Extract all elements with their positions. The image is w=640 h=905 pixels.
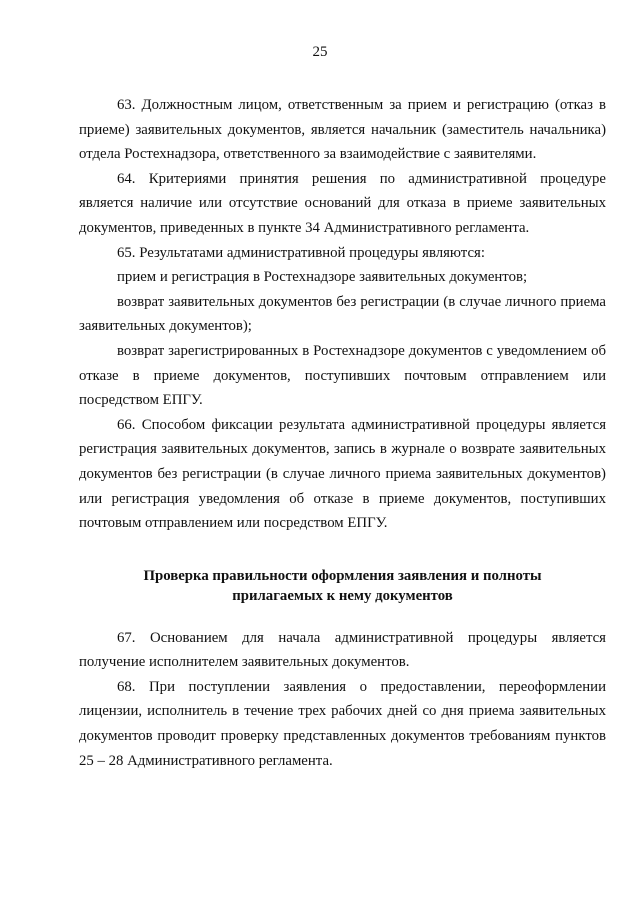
section-heading-line-2: прилагаемых к нему документов <box>232 587 453 604</box>
paragraph-68: 68. При поступлении заявления о предоставлении, переоформлении лицензии, исполнитель в течение трех рабочих дней со дня приема заявительных документов проводит проверку представленных документов требованиям пунктов 25 – 28 Административного регламента. <box>79 678 606 769</box>
paragraph-65-item-3: возврат зарегистрированных в Ростехнадзоре документов с уведомлением об отказе в приеме документов, поступивших почтовым отправлением или посредством ЕПГУ. <box>79 342 606 409</box>
paragraph-65-item-2: возврат заявительных документов без регистрации (в случае личного приема заявительных документов); <box>79 293 606 335</box>
section-heading <box>79 566 606 606</box>
paragraph-63: 63. Должностным лицом, ответственным за прием и регистрацию (отказ в приеме) заявительных документов, является начальник (заместитель начальника) отдела Ростехнадзора, ответственного за взаимодействие с заявителями. <box>79 97 606 163</box>
page-number: 25 <box>312 44 328 60</box>
paragraph-66: 66. Способом фиксации результата административной процедуры является регистрация заявительных документов, запись в журнале о возврате заявительных документов без регистрации (в случае личного приема заявительных документов) или регистрация уведомления об отказе в приеме документов, поступивших почтовым отправлением или посредством ЕПГУ. <box>79 416 606 532</box>
paragraph-67: 67. Основанием для начала административной процедуры является получение исполнителем заявительных документов. <box>79 629 606 671</box>
section-heading-line-1: Проверка правильности оформления заявления и полноты <box>143 567 542 584</box>
paragraph-64: 64. Критериями принятия решения по административной процедуре является наличие или отсутствие оснований для отказа в приеме заявительных документов, приведенных в пункте 34 Административного регламента. <box>79 170 606 236</box>
paragraph-65: 65. Результатами административной процедуры являются: <box>117 244 485 261</box>
heading-spacer <box>79 606 606 626</box>
document-body <box>79 93 606 773</box>
paragraph-65-item-1: прием и регистрация в Ростехнадзоре заявительных документов; <box>117 269 528 286</box>
